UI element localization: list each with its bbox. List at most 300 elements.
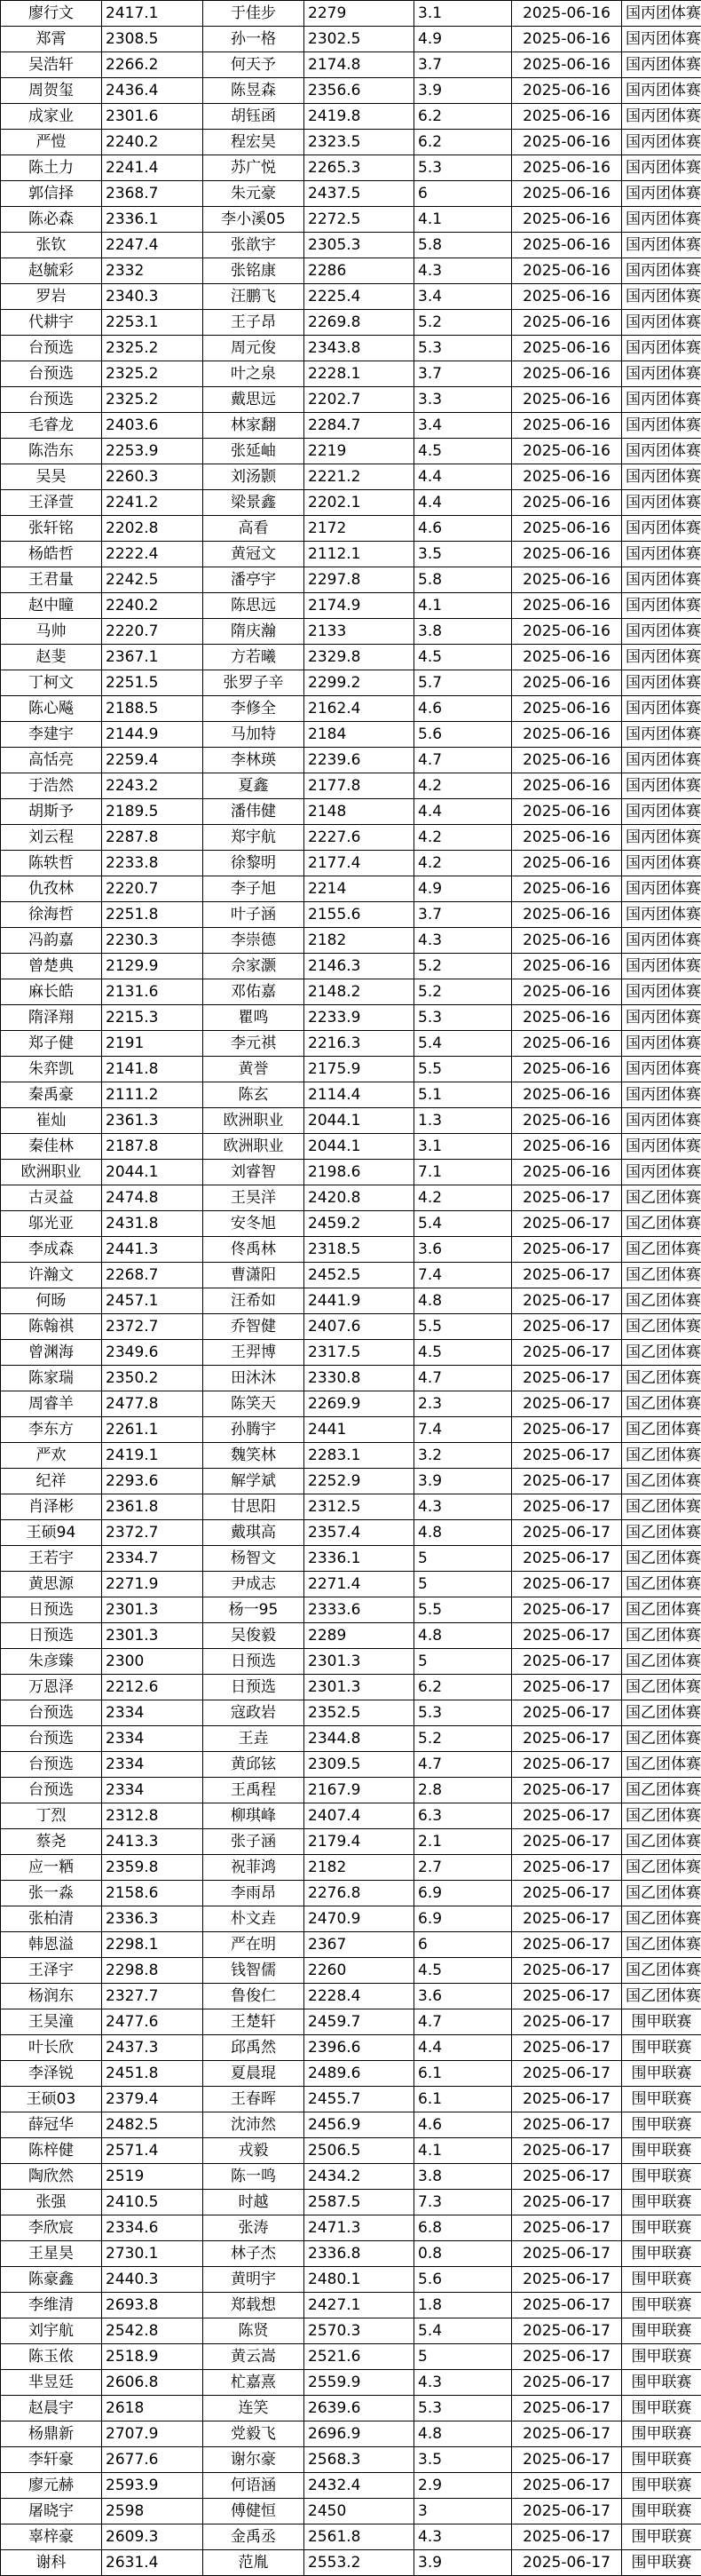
player-name-cell: 辜梓豪 xyxy=(1,2524,102,2550)
opponent-rating-cell: 2309.5 xyxy=(304,1752,414,1778)
player-name-cell: 陶欣然 xyxy=(1,2164,102,2190)
player-name-cell: 王君量 xyxy=(1,567,102,593)
event-name-cell: 国丙团体赛 xyxy=(622,413,701,439)
opponent-rating-cell: 2441 xyxy=(304,1417,414,1443)
rating-change-cell: 5.3 xyxy=(414,1700,512,1726)
rating-change-cell: 4.8 xyxy=(414,1288,512,1314)
player-name-cell: 黄思源 xyxy=(1,1572,102,1597)
match-date-cell: 2025-06-16 xyxy=(512,284,622,310)
opponent-rating-cell: 2459.7 xyxy=(304,2009,414,2035)
player-name-cell: 麻长皓 xyxy=(1,979,102,1005)
rating-change-cell: 4.2 xyxy=(414,773,512,799)
opponent-name-cell: 黄冠文 xyxy=(203,542,304,567)
table-row xyxy=(1,361,701,387)
event-name-cell: 国乙团体赛 xyxy=(622,1366,701,1391)
match-date-cell: 2025-06-17 xyxy=(512,1881,622,1906)
player-rating-cell: 2144.9 xyxy=(102,722,203,748)
rating-change-cell: 4.7 xyxy=(414,2009,512,2035)
player-name-cell: 台预选 xyxy=(1,1700,102,1726)
rating-change-cell: 3.2 xyxy=(414,1443,512,1469)
opponent-name-cell: 王昊洋 xyxy=(203,1185,304,1211)
table-row xyxy=(1,1700,701,1726)
match-date-cell: 2025-06-16 xyxy=(512,130,622,155)
opponent-rating-cell: 2452.5 xyxy=(304,1263,414,1288)
event-name-cell: 国丙团体赛 xyxy=(622,439,701,464)
rating-change-cell: 4.1 xyxy=(414,207,512,233)
match-date-cell: 2025-06-16 xyxy=(512,902,622,928)
table-row xyxy=(1,1391,701,1417)
table-row xyxy=(1,1906,701,1932)
event-name-cell: 国丙团体赛 xyxy=(622,1,701,27)
table-row xyxy=(1,1546,701,1572)
opponent-name-cell: 郑宇航 xyxy=(203,825,304,851)
opponent-name-cell: 瞿鸣 xyxy=(203,1005,304,1031)
table-row xyxy=(1,799,701,825)
opponent-name-cell: 朱元豪 xyxy=(203,181,304,207)
opponent-name-cell: 曹潇阳 xyxy=(203,1263,304,1288)
table-row xyxy=(1,2447,701,2473)
table-row xyxy=(1,1237,701,1263)
rating-change-cell: 5.8 xyxy=(414,567,512,593)
match-date-cell: 2025-06-17 xyxy=(512,1443,622,1469)
table-row xyxy=(1,2293,701,2318)
match-date-cell: 2025-06-17 xyxy=(512,1649,622,1675)
match-date-cell: 2025-06-16 xyxy=(512,928,622,954)
match-date-cell: 2025-06-17 xyxy=(512,2396,622,2421)
table-row xyxy=(1,2421,701,2447)
player-rating-cell: 2677.6 xyxy=(102,2447,203,2473)
player-name-cell: 崔灿 xyxy=(1,1108,102,1134)
rating-change-cell: 3.6 xyxy=(414,1237,512,1263)
opponent-name-cell: 尹成志 xyxy=(203,1572,304,1597)
player-name-cell: 陈心飚 xyxy=(1,696,102,722)
opponent-name-cell: 邓佑嘉 xyxy=(203,979,304,1005)
opponent-rating-cell: 2323.5 xyxy=(304,130,414,155)
match-date-cell: 2025-06-16 xyxy=(512,1031,622,1057)
player-rating-cell: 2368.7 xyxy=(102,181,203,207)
opponent-name-cell: 林家翻 xyxy=(203,413,304,439)
rating-change-cell: 6.3 xyxy=(414,1803,512,1829)
table-row xyxy=(1,1984,701,2009)
event-name-cell: 国乙团体赛 xyxy=(622,1391,701,1417)
rating-change-cell: 4.9 xyxy=(414,876,512,902)
player-name-cell: 万恩泽 xyxy=(1,1675,102,1700)
opponent-name-cell: 吴俊毅 xyxy=(203,1623,304,1649)
player-name-cell: 吴昊 xyxy=(1,464,102,490)
player-rating-cell: 2325.2 xyxy=(102,361,203,387)
rating-change-cell: 1.8 xyxy=(414,2293,512,2318)
opponent-name-cell: 叶子涵 xyxy=(203,902,304,928)
player-rating-cell: 2631.4 xyxy=(102,2550,203,2576)
match-date-cell: 2025-06-17 xyxy=(512,1211,622,1237)
player-name-cell: 张钦 xyxy=(1,233,102,258)
match-date-cell: 2025-06-17 xyxy=(512,1675,622,1700)
player-name-cell: 王星昊 xyxy=(1,2241,102,2267)
rating-change-cell: 4.5 xyxy=(414,645,512,670)
opponent-rating-cell: 2177.8 xyxy=(304,773,414,799)
opponent-rating-cell: 2279 xyxy=(304,1,414,27)
opponent-name-cell: 王春晖 xyxy=(203,2087,304,2112)
opponent-rating-cell: 2396.6 xyxy=(304,2035,414,2061)
event-name-cell: 国乙团体赛 xyxy=(622,1211,701,1237)
opponent-name-cell: 李崇德 xyxy=(203,928,304,954)
match-date-cell: 2025-06-17 xyxy=(512,2318,622,2344)
opponent-name-cell: 何天予 xyxy=(203,52,304,78)
player-rating-cell: 2618 xyxy=(102,2396,203,2421)
opponent-name-cell: 党毅飞 xyxy=(203,2421,304,2447)
event-name-cell: 国丙团体赛 xyxy=(622,310,701,336)
opponent-name-cell: 傅健恒 xyxy=(203,2499,304,2524)
opponent-name-cell: 张延岫 xyxy=(203,439,304,464)
player-rating-cell: 2518.9 xyxy=(102,2344,203,2370)
opponent-rating-cell: 2301.3 xyxy=(304,1675,414,1700)
table-row xyxy=(1,1185,701,1211)
player-rating-cell: 2606.8 xyxy=(102,2370,203,2396)
opponent-rating-cell: 2352.5 xyxy=(304,1700,414,1726)
opponent-rating-cell: 2225.4 xyxy=(304,284,414,310)
match-date-cell: 2025-06-17 xyxy=(512,2112,622,2138)
rating-change-cell: 5 xyxy=(414,2344,512,2370)
player-rating-cell: 2519 xyxy=(102,2164,203,2190)
opponent-rating-cell: 2559.9 xyxy=(304,2370,414,2396)
event-name-cell: 围甲联赛 xyxy=(622,2190,701,2215)
rating-change-cell: 3.3 xyxy=(414,387,512,413)
player-name-cell: 芈昱廷 xyxy=(1,2370,102,2396)
opponent-name-cell: 柳琪峰 xyxy=(203,1803,304,1829)
player-rating-cell: 2359.8 xyxy=(102,1855,203,1881)
opponent-name-cell: 田沐沐 xyxy=(203,1366,304,1391)
rating-change-cell: 3.4 xyxy=(414,413,512,439)
match-date-cell: 2025-06-16 xyxy=(512,979,622,1005)
player-rating-cell: 2410.5 xyxy=(102,2190,203,2215)
player-rating-cell: 2350.2 xyxy=(102,1366,203,1391)
table-row xyxy=(1,2061,701,2087)
event-name-cell: 国乙团体赛 xyxy=(622,1829,701,1855)
rating-change-cell: 5.2 xyxy=(414,979,512,1005)
player-name-cell: 吴浩轩 xyxy=(1,52,102,78)
opponent-rating-cell: 2317.5 xyxy=(304,1340,414,1366)
player-rating-cell: 2693.8 xyxy=(102,2293,203,2318)
match-date-cell: 2025-06-17 xyxy=(512,1597,622,1623)
opponent-name-cell: 时越 xyxy=(203,2190,304,2215)
player-rating-cell: 2334 xyxy=(102,1752,203,1778)
player-rating-cell: 2230.3 xyxy=(102,928,203,954)
player-rating-cell: 2403.6 xyxy=(102,413,203,439)
event-name-cell: 国乙团体赛 xyxy=(622,1803,701,1829)
opponent-rating-cell: 2284.7 xyxy=(304,413,414,439)
player-rating-cell: 2457.1 xyxy=(102,1288,203,1314)
opponent-rating-cell: 2427.1 xyxy=(304,2293,414,2318)
player-name-cell: 屠晓宇 xyxy=(1,2499,102,2524)
opponent-rating-cell: 2419.8 xyxy=(304,104,414,130)
match-date-cell: 2025-06-17 xyxy=(512,1494,622,1520)
opponent-name-cell: 李子旭 xyxy=(203,876,304,902)
table-row xyxy=(1,310,701,336)
opponent-name-cell: 李修全 xyxy=(203,696,304,722)
match-date-cell: 2025-06-16 xyxy=(512,645,622,670)
table-row xyxy=(1,773,701,799)
player-rating-cell: 2233.8 xyxy=(102,851,203,876)
player-name-cell: 朱弈凯 xyxy=(1,1057,102,1082)
rating-change-cell: 4.6 xyxy=(414,696,512,722)
opponent-rating-cell: 2302.5 xyxy=(304,27,414,52)
player-name-cell: 郭信择 xyxy=(1,181,102,207)
match-date-cell: 2025-06-16 xyxy=(512,748,622,773)
event-name-cell: 围甲联赛 xyxy=(622,2241,701,2267)
event-name-cell: 国丙团体赛 xyxy=(622,979,701,1005)
opponent-rating-cell: 2297.8 xyxy=(304,567,414,593)
player-rating-cell: 2417.1 xyxy=(102,1,203,27)
opponent-rating-cell: 2312.5 xyxy=(304,1494,414,1520)
table-row xyxy=(1,2215,701,2241)
match-date-cell: 2025-06-17 xyxy=(512,1906,622,1932)
opponent-rating-cell: 2182 xyxy=(304,928,414,954)
event-name-cell: 国丙团体赛 xyxy=(622,619,701,645)
player-name-cell: 陈必森 xyxy=(1,207,102,233)
opponent-name-cell: 马加特 xyxy=(203,722,304,748)
match-date-cell: 2025-06-17 xyxy=(512,2370,622,2396)
player-name-cell: 叶长欣 xyxy=(1,2035,102,2061)
player-rating-cell: 2367.1 xyxy=(102,645,203,670)
player-name-cell: 于浩然 xyxy=(1,773,102,799)
event-name-cell: 国乙团体赛 xyxy=(622,1881,701,1906)
opponent-rating-cell: 2174.8 xyxy=(304,52,414,78)
opponent-rating-cell: 2489.6 xyxy=(304,2061,414,2087)
rating-change-cell: 6.2 xyxy=(414,104,512,130)
match-date-cell: 2025-06-17 xyxy=(512,1263,622,1288)
opponent-name-cell: 沈沛然 xyxy=(203,2112,304,2138)
opponent-rating-cell: 2367 xyxy=(304,1932,414,1958)
table-row xyxy=(1,1263,701,1288)
player-rating-cell: 2241.2 xyxy=(102,490,203,516)
match-date-cell: 2025-06-17 xyxy=(512,2241,622,2267)
match-date-cell: 2025-06-16 xyxy=(512,773,622,799)
opponent-rating-cell: 2265.3 xyxy=(304,155,414,181)
rating-change-cell: 4.5 xyxy=(414,1340,512,1366)
opponent-name-cell: 王楚轩 xyxy=(203,2009,304,2035)
rating-change-cell: 5.5 xyxy=(414,1597,512,1623)
player-rating-cell: 2253.1 xyxy=(102,310,203,336)
opponent-name-cell: 刘睿智 xyxy=(203,1160,304,1185)
opponent-rating-cell: 2471.3 xyxy=(304,2215,414,2241)
event-name-cell: 国丙团体赛 xyxy=(622,284,701,310)
player-rating-cell: 2372.7 xyxy=(102,1314,203,1340)
opponent-rating-cell: 2506.5 xyxy=(304,2138,414,2164)
player-name-cell: 冯韵嘉 xyxy=(1,928,102,954)
player-name-cell: 陈浩东 xyxy=(1,439,102,464)
event-name-cell: 国乙团体赛 xyxy=(622,1417,701,1443)
opponent-rating-cell: 2434.2 xyxy=(304,2164,414,2190)
rating-change-cell: 5.5 xyxy=(414,1057,512,1082)
match-date-cell: 2025-06-17 xyxy=(512,1314,622,1340)
opponent-name-cell: 陈昱森 xyxy=(203,78,304,104)
player-name-cell: 廖行文 xyxy=(1,1,102,27)
opponent-name-cell: 鲁俊仁 xyxy=(203,1984,304,2009)
table-row xyxy=(1,2396,701,2421)
opponent-name-cell: 周元俊 xyxy=(203,336,304,361)
match-date-cell: 2025-06-16 xyxy=(512,361,622,387)
rating-change-cell: 1.3 xyxy=(414,1108,512,1134)
event-name-cell: 围甲联赛 xyxy=(622,2524,701,2550)
match-date-cell: 2025-06-16 xyxy=(512,439,622,464)
opponent-rating-cell: 2343.8 xyxy=(304,336,414,361)
opponent-name-cell: 孙一格 xyxy=(203,27,304,52)
table-row xyxy=(1,490,701,516)
rating-change-cell: 3.1 xyxy=(414,1,512,27)
table-row xyxy=(1,78,701,104)
match-date-cell: 2025-06-17 xyxy=(512,1572,622,1597)
opponent-rating-cell: 2568.3 xyxy=(304,2447,414,2473)
opponent-rating-cell: 2216.3 xyxy=(304,1031,414,1057)
event-name-cell: 国乙团体赛 xyxy=(622,1855,701,1881)
opponent-rating-cell: 2174.9 xyxy=(304,593,414,619)
match-date-cell: 2025-06-16 xyxy=(512,181,622,207)
opponent-rating-cell: 2299.2 xyxy=(304,670,414,696)
rating-change-cell: 6.1 xyxy=(414,2087,512,2112)
match-date-cell: 2025-06-16 xyxy=(512,722,622,748)
player-rating-cell: 2598 xyxy=(102,2499,203,2524)
table-row xyxy=(1,1082,701,1108)
table-row xyxy=(1,104,701,130)
event-name-cell: 国丙团体赛 xyxy=(622,1082,701,1108)
table-row xyxy=(1,2318,701,2344)
event-name-cell: 围甲联赛 xyxy=(622,2421,701,2447)
player-name-cell: 朱彦臻 xyxy=(1,1649,102,1675)
opponent-rating-cell: 2470.9 xyxy=(304,1906,414,1932)
rating-change-cell: 3.9 xyxy=(414,2550,512,2576)
event-name-cell: 国丙团体赛 xyxy=(622,876,701,902)
player-name-cell: 张柏清 xyxy=(1,1906,102,1932)
opponent-rating-cell: 2336.8 xyxy=(304,2241,414,2267)
rating-change-cell: 6.8 xyxy=(414,2215,512,2241)
opponent-rating-cell: 2239.6 xyxy=(304,748,414,773)
player-rating-cell: 2298.8 xyxy=(102,1958,203,1984)
event-name-cell: 围甲联赛 xyxy=(622,2293,701,2318)
rating-change-cell: 3 xyxy=(414,2499,512,2524)
player-rating-cell: 2308.5 xyxy=(102,27,203,52)
opponent-rating-cell: 2432.4 xyxy=(304,2473,414,2499)
opponent-name-cell: 王子昂 xyxy=(203,310,304,336)
event-name-cell: 国乙团体赛 xyxy=(622,1546,701,1572)
opponent-name-cell: 甘思阳 xyxy=(203,1494,304,1520)
rating-change-cell: 4.2 xyxy=(414,851,512,876)
match-date-cell: 2025-06-17 xyxy=(512,1752,622,1778)
opponent-name-cell: 钱智儒 xyxy=(203,1958,304,1984)
player-rating-cell: 2482.5 xyxy=(102,2112,203,2138)
match-date-cell: 2025-06-16 xyxy=(512,258,622,284)
opponent-rating-cell: 2221.2 xyxy=(304,464,414,490)
event-name-cell: 国丙团体赛 xyxy=(622,954,701,979)
event-name-cell: 国乙团体赛 xyxy=(622,1597,701,1623)
player-name-cell: 何旸 xyxy=(1,1288,102,1314)
match-date-cell: 2025-06-16 xyxy=(512,1134,622,1160)
rating-change-cell: 0.8 xyxy=(414,2241,512,2267)
opponent-name-cell: 李元祺 xyxy=(203,1031,304,1057)
opponent-name-cell: 谢尔豪 xyxy=(203,2447,304,2473)
opponent-name-cell: 戴琪高 xyxy=(203,1520,304,1546)
table-row xyxy=(1,1366,701,1391)
table-row xyxy=(1,1005,701,1031)
player-name-cell: 周睿羊 xyxy=(1,1391,102,1417)
rating-change-cell: 2.7 xyxy=(414,1855,512,1881)
opponent-rating-cell: 2252.9 xyxy=(304,1469,414,1494)
player-name-cell: 李建宇 xyxy=(1,722,102,748)
event-name-cell: 国丙团体赛 xyxy=(622,825,701,851)
opponent-rating-cell: 2177.4 xyxy=(304,851,414,876)
match-date-cell: 2025-06-17 xyxy=(512,1237,622,1263)
player-rating-cell: 2440.3 xyxy=(102,2267,203,2293)
event-name-cell: 国乙团体赛 xyxy=(622,1958,701,1984)
event-name-cell: 国丙团体赛 xyxy=(622,670,701,696)
opponent-rating-cell: 2044.1 xyxy=(304,1108,414,1134)
event-name-cell: 国丙团体赛 xyxy=(622,799,701,825)
opponent-rating-cell: 2233.9 xyxy=(304,1005,414,1031)
player-name-cell: 代耕宇 xyxy=(1,310,102,336)
player-name-cell: 赵斐 xyxy=(1,645,102,670)
opponent-name-cell: 严在明 xyxy=(203,1932,304,1958)
table-row xyxy=(1,1520,701,1546)
match-date-cell: 2025-06-17 xyxy=(512,1958,622,1984)
player-name-cell: 严愷 xyxy=(1,130,102,155)
match-date-cell: 2025-06-16 xyxy=(512,490,622,516)
event-name-cell: 国乙团体赛 xyxy=(622,1675,701,1700)
player-name-cell: 郑子健 xyxy=(1,1031,102,1057)
player-rating-cell: 2111.2 xyxy=(102,1082,203,1108)
opponent-rating-cell: 2407.4 xyxy=(304,1803,414,1829)
opponent-rating-cell: 2167.9 xyxy=(304,1778,414,1803)
table-row xyxy=(1,2138,701,2164)
player-rating-cell: 2158.6 xyxy=(102,1881,203,1906)
player-name-cell: 陈轶哲 xyxy=(1,851,102,876)
rating-change-cell: 5.6 xyxy=(414,722,512,748)
player-rating-cell: 2379.4 xyxy=(102,2087,203,2112)
table-row xyxy=(1,902,701,928)
opponent-rating-cell: 2455.7 xyxy=(304,2087,414,2112)
player-name-cell: 李轩豪 xyxy=(1,2447,102,2473)
player-rating-cell: 2141.8 xyxy=(102,1057,203,1082)
event-name-cell: 国丙团体赛 xyxy=(622,516,701,542)
table-row xyxy=(1,1881,701,1906)
player-rating-cell: 2251.8 xyxy=(102,902,203,928)
player-rating-cell: 2361.8 xyxy=(102,1494,203,1520)
opponent-rating-cell: 2133 xyxy=(304,619,414,645)
player-rating-cell: 2361.3 xyxy=(102,1108,203,1134)
opponent-name-cell: 夏鑫 xyxy=(203,773,304,799)
player-rating-cell: 2220.7 xyxy=(102,876,203,902)
table-row xyxy=(1,2241,701,2267)
player-rating-cell: 2191 xyxy=(102,1031,203,1057)
event-name-cell: 国丙团体赛 xyxy=(622,1108,701,1134)
player-name-cell: 隋泽翔 xyxy=(1,1005,102,1031)
rating-change-cell: 5.5 xyxy=(414,1314,512,1340)
player-name-cell: 王若宇 xyxy=(1,1546,102,1572)
opponent-name-cell: 黄邱铉 xyxy=(203,1752,304,1778)
player-rating-cell: 2334 xyxy=(102,1726,203,1752)
opponent-rating-cell: 2336.1 xyxy=(304,1546,414,1572)
rating-change-cell: 4.8 xyxy=(414,1520,512,1546)
event-name-cell: 国乙团体赛 xyxy=(622,1494,701,1520)
match-date-cell: 2025-06-16 xyxy=(512,593,622,619)
opponent-name-cell: 欧洲职业 xyxy=(203,1108,304,1134)
event-name-cell: 围甲联赛 xyxy=(622,2396,701,2421)
player-rating-cell: 2260.3 xyxy=(102,464,203,490)
player-name-cell: 成家业 xyxy=(1,104,102,130)
table-row xyxy=(1,1597,701,1623)
table-row xyxy=(1,2009,701,2035)
event-name-cell: 围甲联赛 xyxy=(622,2318,701,2344)
table-row xyxy=(1,27,701,52)
player-name-cell: 陈翰祺 xyxy=(1,1314,102,1340)
